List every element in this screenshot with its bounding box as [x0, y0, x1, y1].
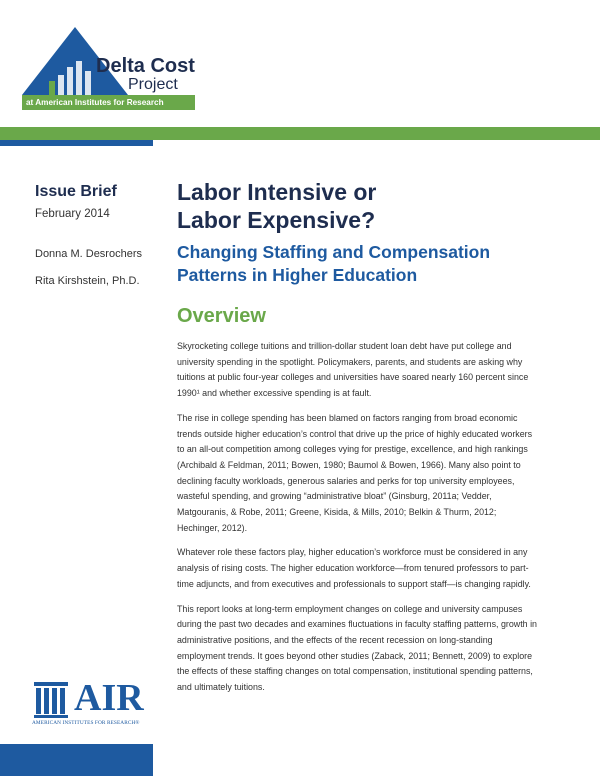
logo-title: Delta Cost	[96, 55, 195, 77]
air-columns-icon	[32, 680, 72, 720]
issue-date: February 2014	[35, 208, 110, 220]
body-text	[177, 339, 537, 705]
delta-cost-logo	[22, 25, 202, 115]
title-line-1: Labor Intensive or	[177, 179, 377, 205]
air-logo	[32, 677, 157, 730]
sidebar	[35, 183, 155, 221]
paragraph-2: The rise in college spending has been blamed on factors ranging from broad economic trends outside higher education’s control that drive up the price of highly educated workers to an all-out competition among colleges vying for prestige, excellence, and high rankings (Archibald & Feldman, 2011; Bowen, 1980; Baumol & Bowen, 1966). Many also point to declining faculty workloads, generous salaries and perks for top university employees, wasteful spending, and growing “administrative bloat” (Ginsburg, 2011a; Vedder, Matgouranis, & Robe, 2011; Greene, Kisida, & Mills, 2010; Belkin & Thurm, 2012; Hechinger, 2012).	[177, 412, 533, 533]
author-1: Donna M. Desrochers	[35, 248, 142, 260]
logo-subtitle: Project	[128, 76, 178, 93]
logo-band: at American Institutes for Research	[22, 95, 195, 110]
footer-blue-band	[0, 744, 153, 776]
issue-label: Issue Brief	[35, 183, 117, 200]
paragraph-4: This report looks at long-term employment changes on college and university campuses during the past two decades and examines fluctuations in faculty staffing patterns, growth in administrative positions, and the effects of the recent recession on long-standing employment trends. It goes beyond other studies (Zaback, 2011; Bennett, 2009) to explore the effects of these staffing changes on total compensation, institutional spending patterns, and ultimately tuitions.	[177, 603, 537, 693]
subtitle-line-2: Patterns in Higher Education	[177, 265, 418, 285]
document-subtitle	[177, 241, 577, 287]
air-wordmark: AIR	[74, 677, 144, 719]
header-green-band	[0, 127, 600, 140]
section-heading: Overview	[177, 305, 266, 327]
air-tagline: AMERICAN INSTITUTES FOR RESEARCH®	[32, 720, 140, 726]
document-title	[177, 178, 577, 234]
paragraph-1: Skyrocketing college tuitions and trillion-dollar student loan debt have put college and university spending in the spotlight. Policymakers, parents, and students are asking why tuitions at public four-year colleges and universities have soared nearly 160 percent since 1990¹ and whether excessive spending is at fault.	[177, 341, 529, 399]
author-2: Rita Kirshstein, Ph.D.	[35, 275, 140, 287]
paragraph-3: Whatever role these factors play, higher education’s workforce must be considered in any analysis of rising costs. The higher education workforce—from tenured professors to part-time adjuncts, and from executives and professionals to support staff—is changing rapidly.	[177, 547, 531, 589]
subtitle-line-1: Changing Staffing and Compensation	[177, 242, 491, 262]
title-line-2: Labor Expensive?	[177, 207, 376, 233]
header-blue-band	[0, 140, 153, 146]
